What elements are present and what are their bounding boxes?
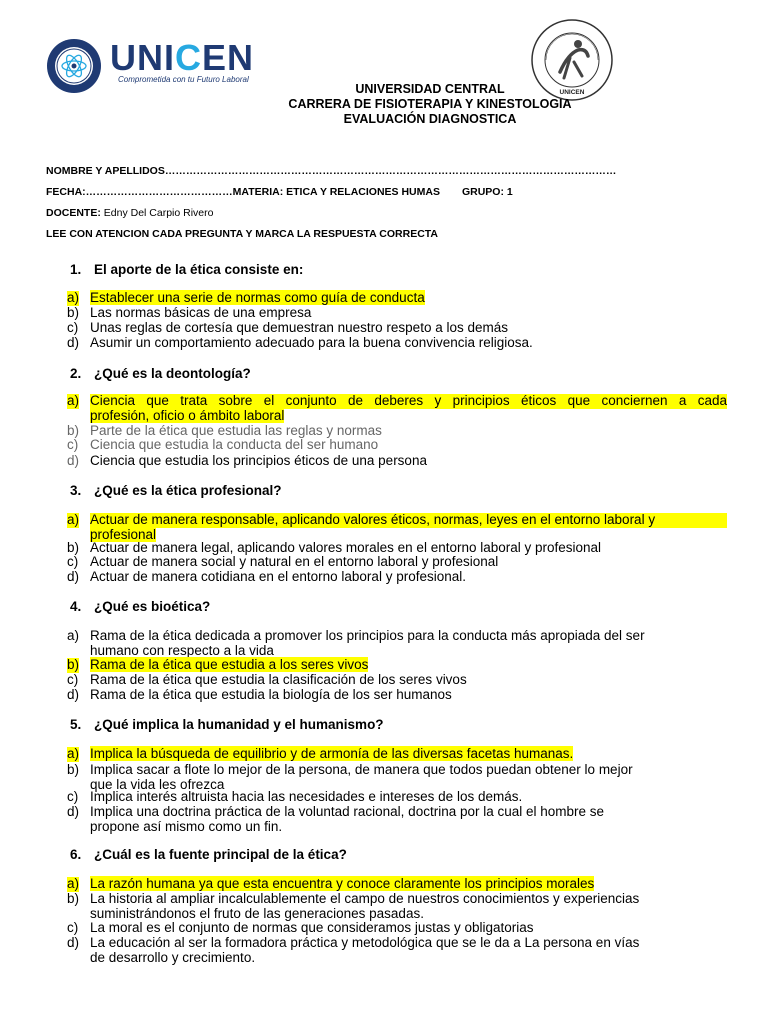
docente-line	[46, 207, 213, 220]
page-title-university: UNIVERSIDAD CENTRAL	[355, 82, 505, 96]
question-6: 6. ¿Cuál es la fuente principal de la ética?	[70, 847, 347, 862]
question-4: 4. ¿Qué es bioética?	[70, 599, 211, 614]
docente-label: DOCENTE:	[46, 207, 101, 219]
date-materia-group-line	[46, 186, 513, 199]
q3-option-a[interactable]: a) Actuar de manera responsable, aplicando valores éticos, normas, leyes en el entorno laboral y profesional	[67, 513, 727, 542]
question-1: 1. El aporte de la ética consiste en:	[70, 262, 304, 277]
q1-option-c[interactable]: c) Unas reglas de cortesía que demuestran nuestro respeto a los demás	[67, 320, 508, 335]
unicen-tagline: Comprometida con tu Futuro Laboral	[118, 75, 249, 84]
q2-option-b[interactable]: b) Parte de la ética que estudia las reglas y normas	[67, 423, 382, 438]
question-2: 2. ¿Qué es la deontología?	[70, 366, 251, 381]
grupo-label: GRUPO: 1	[461, 186, 513, 198]
q6-option-a[interactable]: a) La razón humana ya que esta encuentra y conoce claramente los principios morales	[67, 876, 595, 891]
q4-option-a[interactable]: a) Rama de la ética dedicada a promover los principios para la conducta más apropiada del ser humano con respecto a la vida	[67, 628, 645, 658]
unicen-wordmark: UNICEN	[110, 37, 255, 78]
q5-option-d[interactable]: d) Implica una doctrina práctica de la voluntad racional, doctrina por la cual el hombre se propone así mismo como un fin.	[67, 804, 605, 834]
q3-option-c[interactable]: c) Actuar de manera social y natural en el entorno laboral y profesional	[67, 554, 499, 569]
date-field[interactable]: FECHA:……………………………………	[46, 186, 233, 198]
q5-option-a[interactable]: a) Implica la búsqueda de equilibrio y de armonía de las diversas facetas humanas.	[67, 746, 574, 761]
question-5: 5. ¿Qué implica la humanidad y el humanismo?	[70, 717, 384, 732]
q6-option-d[interactable]: d) La educación al ser la formadora práctica y metodológica que se le da a La persona en vías de desarrollo y crecimiento.	[67, 935, 640, 965]
q2-option-d[interactable]: d) Ciencia que estudia los principios éticos de una persona	[67, 453, 427, 468]
name-field[interactable]: NOMBRE Y APELLIDOS…………………………………………………………………………………………………………………	[46, 165, 617, 177]
q4-option-d[interactable]: d) Rama de la ética que estudia la biología de los ser humanos	[67, 687, 452, 702]
right-logo-bottom-text: UNICEN	[559, 89, 585, 96]
q5-option-b[interactable]: b) Implica sacar a flote lo mejor de la persona, de manera que todos puedan obtener lo mejor que la vida les ofrezca	[67, 762, 633, 792]
q3-option-b[interactable]: b) Actuar de manera legal, aplicando valores morales en el entorno laboral y profesional	[67, 540, 602, 555]
q1-option-b[interactable]: b) Las normas básicas de una empresa	[67, 305, 312, 320]
page-title-career: CARRERA DE FISIOTERAPIA Y KINESTOLOGIA	[288, 97, 572, 111]
q5-option-c[interactable]: c) Implica interés altruista hacia las necesidades e intereses de los demás.	[67, 789, 523, 804]
instruction-text: LEE CON ATENCION CADA PREGUNTA Y MARCA LA RESPUESTA CORRECTA	[46, 228, 439, 240]
page-title-evaluation: EVALUACIÓN DIAGNOSTICA	[343, 112, 517, 126]
docente-name: Edny Del Carpio Rivero	[100, 207, 214, 219]
question-3: 3. ¿Qué es la ética profesional?	[70, 483, 282, 498]
q2-option-c[interactable]: c) Ciencia que estudia la conducta del ser humano	[67, 437, 379, 452]
q4-option-b[interactable]: b) Rama de la ética que estudia a los seres vivos	[67, 657, 369, 672]
materia-label: MATERIA: ETICA Y RELACIONES HUMAS	[232, 186, 440, 198]
q1-option-d[interactable]: d) Asumir un comportamiento adecuado para la buena convivencia religiosa.	[67, 335, 533, 350]
q3-option-d[interactable]: d) Actuar de manera cotidiana en el entorno laboral y profesional.	[67, 569, 466, 584]
q4-option-c[interactable]: c) Rama de la ética que estudia la clasificación de los seres vivos	[67, 672, 467, 687]
q1-option-a[interactable]: a) Establecer una serie de normas como guía de conducta	[67, 290, 425, 305]
q6-option-c[interactable]: c) La moral es el conjunto de normas que consideramos justas y obligatorias	[67, 920, 534, 935]
q6-option-b[interactable]: b) La historia al ampliar incalculablemente el campo de nuestros conocimientos y experiencias suministrándonos el fruto de las generaciones pasadas.	[67, 891, 640, 921]
q2-option-a[interactable]: a) Ciencia que trata sobre el conjunto de deberes y principios éticos que conciernen a cada profesión, oficio o ámbito laboral	[67, 393, 727, 423]
